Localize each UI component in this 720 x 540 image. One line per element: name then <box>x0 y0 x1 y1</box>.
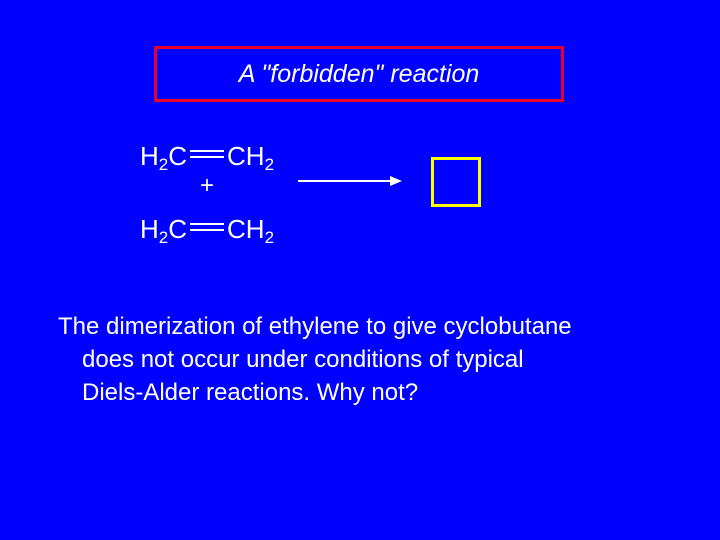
subscript: 2 <box>158 228 169 247</box>
atom-c: C <box>168 214 188 244</box>
cyclobutane-ring <box>431 157 481 207</box>
ethylene-1-right-group <box>227 141 274 172</box>
reaction-arrow <box>296 174 406 188</box>
title-box <box>154 46 564 102</box>
atom-h: H <box>140 214 159 244</box>
ethylene-2-right-group <box>227 214 274 245</box>
subscript: 2 <box>158 155 169 174</box>
atom-ch: CH <box>227 141 265 171</box>
question-line-2: does not occur under conditions of typical <box>82 346 524 373</box>
question-line-3: Diels-Alder reactions. Why not? <box>82 379 419 406</box>
subscript: 2 <box>264 228 275 247</box>
atom-ch: CH <box>227 214 265 244</box>
ethylene-1-left-group <box>140 141 187 172</box>
atom-c: C <box>168 141 188 171</box>
subscript: 2 <box>264 155 275 174</box>
ethylene-2-left-group <box>140 214 187 245</box>
atom-h: H <box>140 141 159 171</box>
question-text <box>58 310 572 409</box>
slide-title: A "forbidden" reaction <box>238 59 480 88</box>
question-line-1: The dimerization of ethylene to give cyclobutane <box>58 313 572 340</box>
plus-sign: + <box>200 172 215 199</box>
